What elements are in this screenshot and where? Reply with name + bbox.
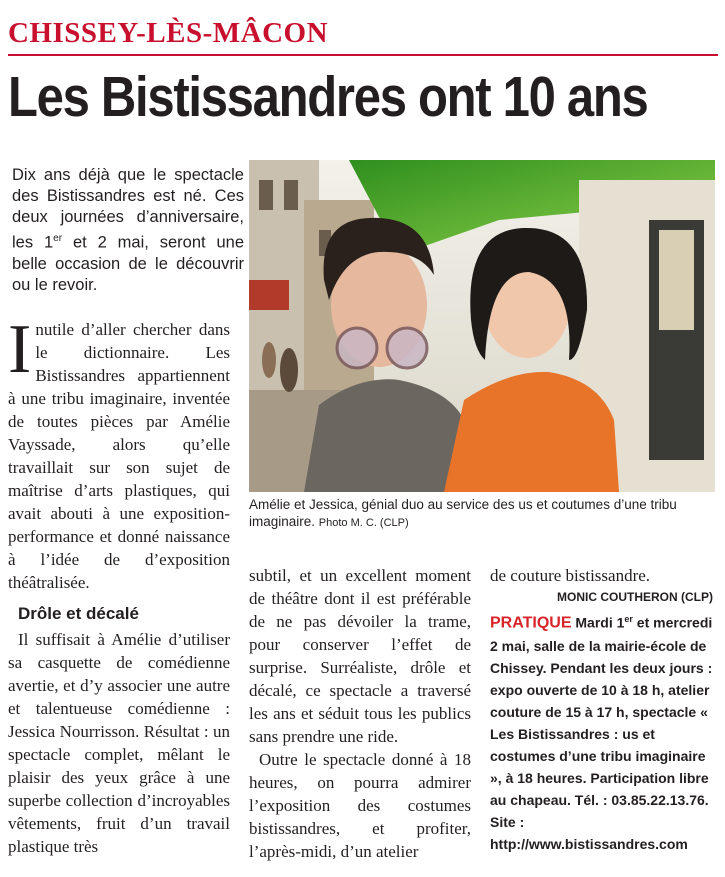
lead-paragraph xyxy=(12,165,244,296)
article-photo xyxy=(249,160,715,492)
pratique-label: PRATIQUE xyxy=(490,614,572,632)
article-column-2 xyxy=(249,564,471,863)
para-1-text: nutile d’aller chercher dans le dictionnaire. Les Bistissandres appartiennent à une tribu imaginaire, inventée de toutes pièces par Amélie Vayssade, alors qu’elle travaillait sur son sujet de maîtrise d’arts plastiques, qui avait abouti à une exposition-performance et donné naissance à l’idée de d’exposition théâtralisée. xyxy=(8,320,230,592)
red-awning xyxy=(249,280,289,310)
lead-sup: er xyxy=(53,233,63,244)
byline: MONIC COUTHERON (CLP) xyxy=(557,590,713,604)
pratique-sup: er xyxy=(624,614,633,624)
drop-cap: I xyxy=(8,311,32,388)
photo-caption xyxy=(249,496,715,532)
glasses-left xyxy=(337,328,377,368)
lead-text-2: et 2 mai, seront une belle occasion de le découvrir ou le revoir. xyxy=(12,233,244,294)
kicker-title: CHISSEY-LÈS-MÂCON xyxy=(8,17,329,49)
pratique-box xyxy=(490,608,715,855)
caption-text: Amélie et Jessica, génial duo au service des us et coutumes d’une tribu imaginaire. xyxy=(249,497,677,529)
article-para-2a: Il suffisait à Amélie d’utiliser sa casquette de comédienne avertie, et d’y associer une autre et talentueuse comédienne : Jessica Nourrisson. Résultat : un spectacle complet, mêlant le plaisir des yeux grâce à une superbe collection d’incroyables vêtements, fruit d’un travail plastique très xyxy=(8,630,230,856)
article-para-1 xyxy=(8,311,230,594)
lead-text-1: Dix ans déjà que le spectacle des Bistissandres est né. Ces deux journées d’anniversaire, les 1 xyxy=(12,166,244,252)
article-para-3: Outre le spectacle donné à 18 heures, on pourra admirer l’exposition des costumes bistissandres, et profiter, l’après-midi, d’un atelier xyxy=(249,750,471,861)
subhead: Drôle et décalé xyxy=(18,604,139,623)
section-kicker xyxy=(8,16,718,56)
pratique-text-2: et mercredi 2 mai, salle de la mairie-école de Chissey. Pendant les deux jours : expo ouverte de 10 à 18 h, atelier couture de 15 à 17 h, spectacle « Les Bistissandres : us et costumes d’une tribu imaginaire », à 18 heures. Participation libre au chapeau. Tél. : 03.85.22.13.76. Site : http://www.bistissandres.com xyxy=(490,614,713,852)
article-para-2b: subtil, et un excellent moment de théâtre dont il est préférable de ne pas dévoiler la trame, pour conserver l’effet de surprise. Surréaliste, drôle et décalé, ce spectacle a traversé les ans et séduit tous les publics sans prendre une ride. xyxy=(249,566,471,746)
glasses-right xyxy=(387,328,427,368)
headline: Les Bistissandres ont 10 ans xyxy=(8,65,648,129)
article-para-3-end: de couture bistissandre. xyxy=(490,566,651,585)
photo-illustration xyxy=(249,160,715,492)
photo-credit: Photo M. C. (CLP) xyxy=(318,517,409,529)
pratique-text-1: Mardi 1 xyxy=(571,614,625,631)
